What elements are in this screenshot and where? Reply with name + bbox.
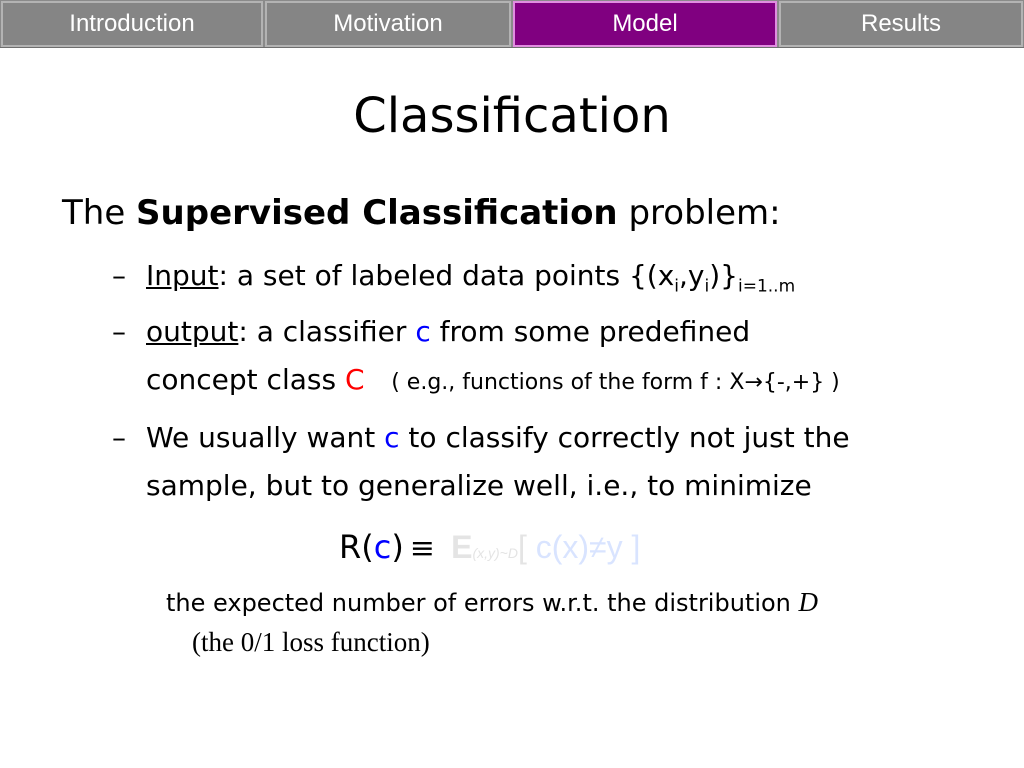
- lead-sentence: [62, 192, 781, 234]
- tab-model[interactable]: Model: [513, 1, 777, 47]
- output-text: : a classifier: [238, 315, 416, 348]
- tab-results[interactable]: Results: [779, 1, 1023, 47]
- concept-class-C: C: [344, 363, 365, 396]
- lead-post: problem:: [617, 193, 781, 233]
- input-text-end: )}: [709, 259, 738, 292]
- generalize-text: We usually want: [146, 421, 385, 454]
- slide-title: Classification: [353, 88, 671, 144]
- bullet-dash: –: [112, 421, 126, 454]
- risk-formula: [339, 525, 640, 575]
- input-keyword: Input: [146, 259, 219, 292]
- expectation-subscript: (x,y)~D: [472, 545, 518, 561]
- input-text: : a set of labeled data points {(x: [218, 259, 675, 292]
- expectation-body: c(x)≠y ]: [535, 529, 641, 565]
- note-text: the expected number of errors w.r.t. the distribution: [166, 589, 799, 617]
- expectation-E: E: [451, 529, 473, 565]
- generalize-line-2: sample, but to generalize well, i.e., to minimize: [146, 469, 812, 502]
- example-note: [391, 370, 840, 395]
- classifier-c: c: [415, 315, 431, 348]
- subscript-i: i: [674, 276, 680, 297]
- distribution-D: D: [798, 587, 819, 617]
- lead-pre: The: [62, 193, 137, 233]
- bullet-dash: –: [112, 315, 126, 348]
- section-navigation: [0, 0, 1024, 48]
- output-text-2: from some predefined: [430, 315, 751, 348]
- bullet-text: [146, 414, 996, 510]
- generalize-text-2: to classify correctly not just the: [399, 421, 850, 454]
- subscript-i: i: [704, 276, 710, 297]
- classifier-c: c: [384, 421, 400, 454]
- index-range: i=1..m: [737, 276, 796, 297]
- tab-motivation[interactable]: Motivation: [265, 1, 511, 47]
- classifier-c: c: [373, 528, 392, 566]
- example-pre: ( e.g., functions of the form f : X: [391, 370, 745, 395]
- arrow-icon: →: [744, 370, 763, 395]
- example-post: {-,+} ): [762, 370, 840, 395]
- output-line-2: concept class: [146, 363, 345, 396]
- bullet-dash: –: [112, 259, 126, 292]
- risk-description: [166, 584, 818, 621]
- bullet-text: [146, 308, 996, 407]
- expectation-expr: [451, 529, 640, 565]
- tab-introduction[interactable]: Introduction: [1, 1, 263, 47]
- lead-bold: Supervised Classification: [136, 193, 618, 233]
- risk-R: R(: [339, 528, 374, 566]
- equiv-symbol: ≡: [409, 531, 435, 566]
- output-keyword: output: [146, 315, 239, 348]
- bullet-text: [146, 252, 996, 311]
- expectation-bracket: [: [517, 529, 536, 565]
- risk-close: ): [391, 528, 404, 566]
- input-text-mid: ,y: [679, 259, 705, 292]
- loss-function-note: (the 0/1 loss function): [192, 627, 430, 657]
